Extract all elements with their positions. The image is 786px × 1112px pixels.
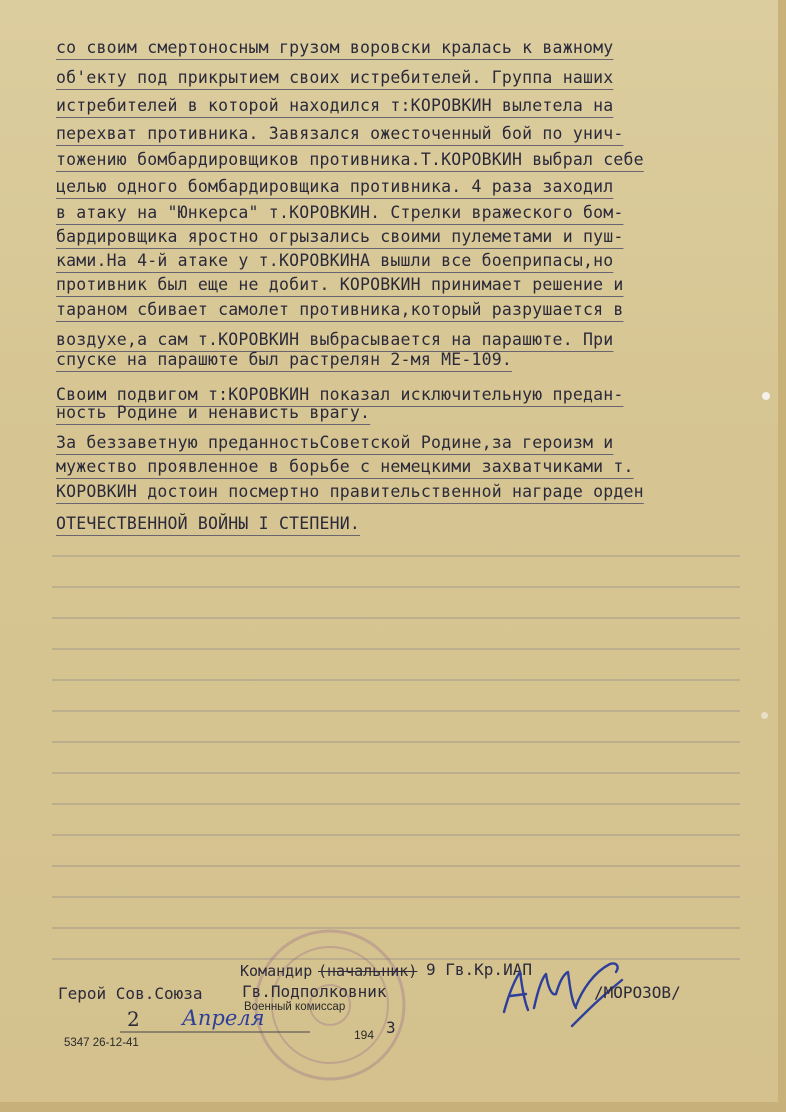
signatory-name: /МОРОЗОВ/ (594, 983, 681, 1002)
body-line-10: противник был еще не добит. КОРОВКИН принимает решение и (56, 275, 624, 294)
body-line-3: истребителей в которой находился т:КОРОВКИН вылетела на (56, 96, 614, 115)
body-line-1: со своим смертоносным грузом воровски кралась к важному (56, 38, 614, 57)
date-month: Апреля (182, 1006, 265, 1030)
body-line-16: За беззаветную преданностьСоветской Родине,за героизм и (56, 433, 614, 452)
body-line-7: в атаку на "Юнкерса" т.КОРОВКИН. Стрелки вражеского бом- (56, 203, 624, 222)
date-underline (120, 1030, 310, 1034)
binder-hole-top (762, 392, 770, 400)
body-line-6: целью одного бомбардировщика противника. 4 раза заходил (56, 177, 614, 196)
body-line-17: мужество проявленное в борьбе с немецкими захватчиками т. (56, 457, 634, 476)
commander-struck-label: (начальник) (318, 962, 418, 980)
body-line-18: КОРОВКИН достоин посмертно правительственной награде орден (56, 482, 644, 501)
body-line-13: спуске на парашюте был растрелян 2-мя МЕ-109. (56, 350, 513, 369)
body-line-12: воздухе,а сам т.КОРОВКИН выбрасывается на парашюте. При (56, 330, 614, 349)
body-line-5: тожению бомбардировщиков противника.Т.КОРОВКИН выбрал себе (56, 150, 644, 169)
form-code: 5347 26-12-41 (64, 1037, 139, 1049)
commissar-label: Военный комиссар (244, 1001, 346, 1013)
year-prefix: 194 (354, 1028, 375, 1042)
body-line-4: перехват противника. Завязался ожесточенный бой по унич- (56, 124, 624, 143)
rank-title: Гв.Подполковник (242, 982, 387, 1001)
body-line-8: бардировщика яростно огрызались своими пулеметами и пуш- (56, 227, 624, 246)
hero-title: Герой Сов.Союза (58, 984, 203, 1003)
body-line-19: ОТЕЧЕСТВЕННОЙ ВОЙНЫ I СТЕПЕНИ. (56, 514, 361, 533)
unit-name: 9 Гв.Кр.ИАП (426, 960, 532, 979)
body-line-14: Своим подвигом т:КОРОВКИН показал исключительную предан- (56, 385, 624, 404)
binder-hole-mid (761, 712, 768, 719)
body-line-9: ками.На 4-й атаке у т.КОРОВКИНА вышли все боеприпасы,но (56, 251, 614, 270)
commander-label: Командир (240, 962, 313, 980)
body-line-15: ность Родине и ненависть врагу. (56, 403, 371, 422)
year-suffix: 3 (386, 1018, 396, 1037)
date-day: 2 (127, 1007, 140, 1031)
body-line-2: об'екту под прикрытием своих истребителей. Группа наших (56, 68, 614, 87)
body-line-11: тараном сбивает самолет противника,который разрушается в (56, 300, 624, 319)
